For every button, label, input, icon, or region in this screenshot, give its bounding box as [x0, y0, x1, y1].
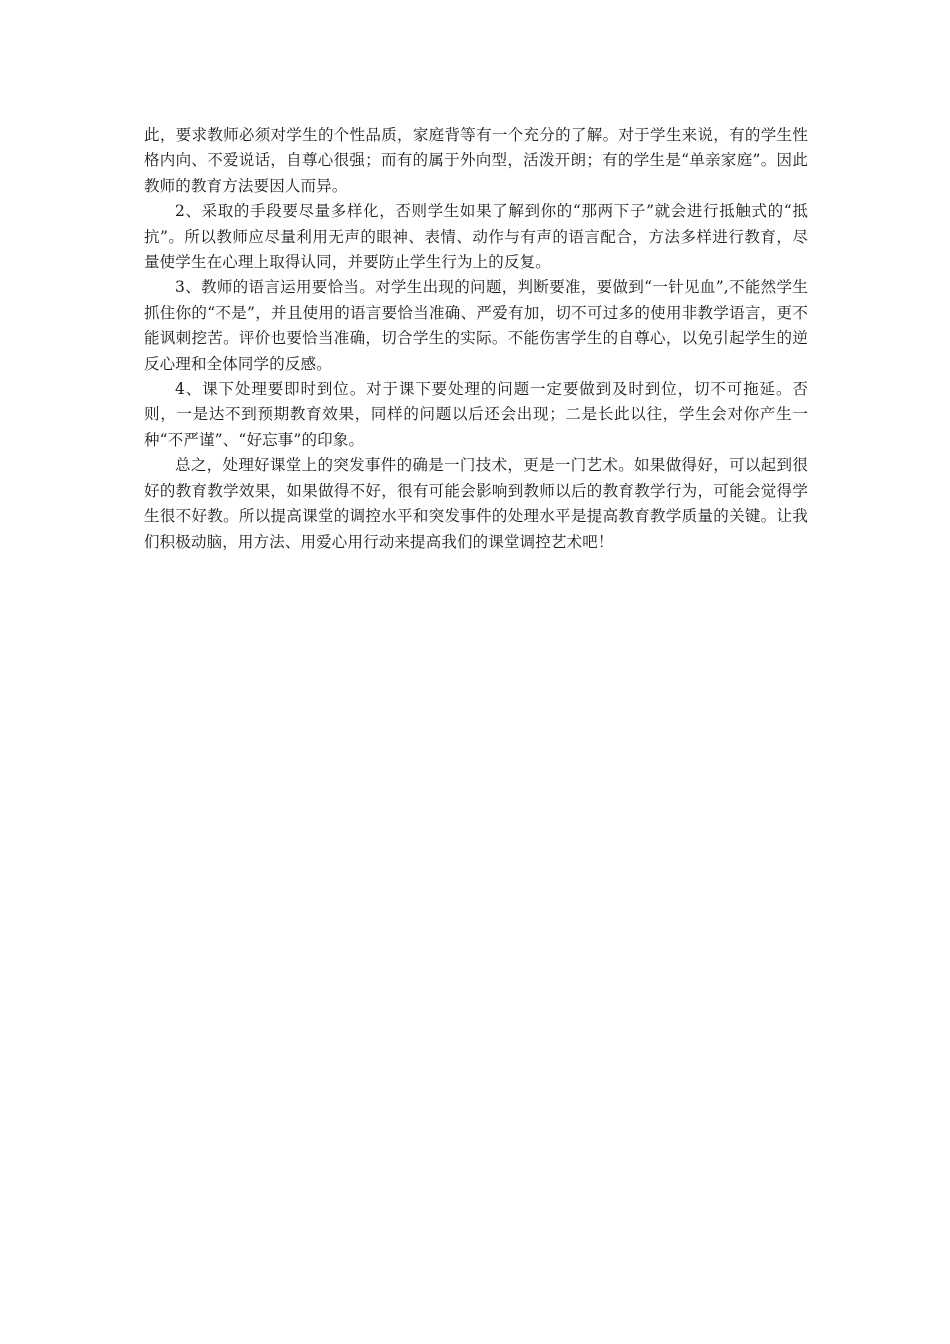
- paragraph-continuation: 此，要求教师必须对学生的个性品质，家庭背等有一个充分的了解。对于学生来说，有的学生性格内向、不爱说话，自尊心很强；而有的属于外向型，活泼开朗；有的学生是“单亲家庭”。因此教师的教育方法要因人而异。: [144, 126, 808, 195]
- paragraph-point-2: 2、采取的手段要尽量多样化，否则学生如果了解到你的“那两下子”就会进行抵触式的“抵抗”。所以教师应尽量利用无声的眼神、表情、动作与有声的语言配合，方法多样进行教育，尽量使学生在心理上取得认同，并要防止学生行为上的反复。: [144, 202, 808, 272]
- paragraph-point-3: 3、教师的语言运用要恰当。对学生出现的问题，判断要准，要做到“一针见血”,不能然学生抓住你的“不是”，并且使用的语言要恰当准确、严爱有加，切不可过多的使用非教学语言，更不能讽刺挖苦。评价也要恰当准确，切合学生的实际。不能伤害学生的自尊心，以免引起学生的逆反心理和全体同学的反感。: [144, 278, 808, 373]
- paragraph-conclusion: 总之，处理好课堂上的突发事件的确是一门技术，更是一门艺术。如果做得好，可以起到很好的教育教学效果，如果做得不好，很有可能会影响到教师以后的教育教学行为，可能会觉得学生很不好教。所以提高课堂的调控水平和突发事件的处理水平是提高教育教学质量的关键。让我们积极动脑，用方法、用爱心用行动来提高我们的课堂调控艺术吧！: [144, 456, 808, 551]
- paragraph-point-4: 4、课下处理要即时到位。对于课下要处理的问题一定要做到及时到位，切不可拖延。否则，一是达不到预期教育效果，同样的问题以后还会出现；二是长此以往，学生会对你产生一种“不严谨”、“好忘事”的印象。: [144, 380, 808, 449]
- document-body: [144, 123, 808, 555]
